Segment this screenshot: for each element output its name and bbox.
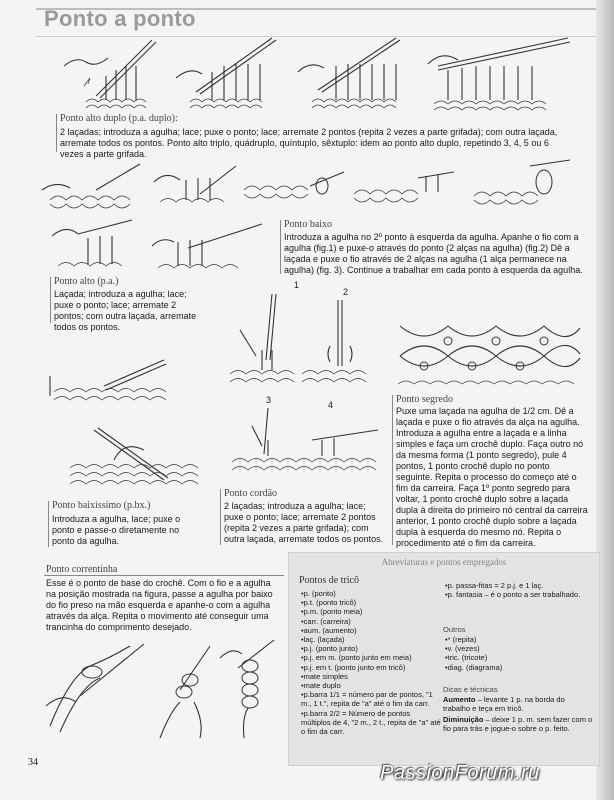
segredo-net-illustration xyxy=(394,316,584,392)
page-title: Ponto a ponto xyxy=(44,6,196,31)
list-item: • carr. (carreira) xyxy=(301,617,441,626)
list-item: • p. fantasia – é o ponto a ser trabalhado. xyxy=(445,590,585,599)
correntinha-text: Esse é o ponto de base do crochê. Com o fio e a agulha na posição mostrada na figura, passe a agulha por baixo do fio preso na mão esquerda e apanhe-o com a agulha através da alça. Repita o movimento até conseguir uma trancinha do comprimento desejado. xyxy=(46,578,273,632)
abbreviations-heading: Abreviaturas e pontos empregados xyxy=(381,557,507,567)
correntinha-illustration-1 xyxy=(40,636,150,740)
trico-list xyxy=(301,589,441,736)
baixissimo-text: Introduza a agulha, lace; puxe o ponto e passe-o diretamente no ponto da agulha. xyxy=(52,514,181,546)
alto-text: Laçada; introduza a agulha; lace; puxe o ponto; lace; arremate 2 pontos; com outra laçada, arremate todos os pontos. xyxy=(54,289,197,332)
baixo-chain-illustration-5 xyxy=(470,156,580,214)
abbreviations-panel xyxy=(288,552,600,766)
fig-number-1: 1 xyxy=(294,280,300,290)
correntinha-illustration-2 xyxy=(150,642,216,742)
baixissimo-heading: Ponto baixíssimo (p.bx.) xyxy=(52,500,151,511)
list-item: • mate duplo xyxy=(301,681,441,690)
baixo-fig-3 xyxy=(228,404,298,480)
alto-duplo-heading: Ponto alto duplo (p.a. duplo): xyxy=(60,113,178,124)
list-item: • aum. (aumento) xyxy=(301,626,441,635)
list-item: • p.j. (ponto junto) xyxy=(301,644,441,653)
list-item: • * (repita) xyxy=(445,635,585,644)
correntinha-underline xyxy=(44,575,284,576)
alto-duplo-illustration-4 xyxy=(418,36,578,116)
outros-heading: Outros xyxy=(443,625,466,634)
baixo-rule xyxy=(280,220,281,274)
baixo-fig-2 xyxy=(298,296,368,390)
list-item: • p.j. em t. (ponto junto em tricô) xyxy=(301,663,441,672)
list-item: • mate simples xyxy=(301,672,441,681)
fig-number-2: 2 xyxy=(343,287,349,297)
cordao-text: 2 laçadas; introduza a agulha; lace; puxe o ponto; lace; arremate 2 pontos (repita 2 vezes a parte grifada); com outra laçada, arremate todos os pontos. xyxy=(224,501,384,544)
outros-list xyxy=(445,635,585,672)
fig-number-4: 4 xyxy=(328,400,334,410)
list-item: • laç. (laçada) xyxy=(301,635,441,644)
list-item: • p.j. em m. (ponto junto em meia) xyxy=(301,653,441,662)
baixo-chain-illustration-2 xyxy=(150,160,240,210)
baixissimo-rule xyxy=(48,501,49,547)
dicas-heading: Dicas e técnicas xyxy=(443,685,498,694)
correntinha-heading: Ponto correntinha xyxy=(46,564,118,575)
alto-illustration-2 xyxy=(148,218,268,276)
cordao-heading: Ponto cordão xyxy=(224,488,278,499)
list-item: • tric. (tricote) xyxy=(445,653,585,662)
alto-rule xyxy=(50,277,51,323)
page-number: 34 xyxy=(28,757,38,768)
baixo-chain-illustration-4 xyxy=(348,164,458,208)
segredo-rule xyxy=(392,395,393,545)
fig-number-3: 3 xyxy=(266,395,272,405)
list-item: • p. (ponto) xyxy=(301,589,441,598)
alto-duplo-illustration-2 xyxy=(166,36,278,114)
alto-heading: Ponto alto (p.a.) xyxy=(54,276,119,287)
fitas-list xyxy=(445,581,585,599)
diminuicao-text: – deixe 1 p. m. sem fazer com o fio para trás e jogue-o sobre o p. feito. xyxy=(443,715,593,734)
alto-duplo-rule xyxy=(56,114,57,152)
list-item: • diag. (diagrama) xyxy=(445,663,585,672)
list-item: • p.barra 1/1 = número par de pontos, "1 m., 1 t.", repita de "a" até o fim da carr. xyxy=(301,690,441,708)
aumento-text: – levante 1 p. na borda do trabalho e teça em tricô. xyxy=(443,695,565,714)
baixissimo-illustration-1 xyxy=(44,356,194,416)
list-item: • p.m. (ponto meia) xyxy=(301,607,441,616)
aumento-label: Aumento xyxy=(443,695,476,704)
segredo-heading: Ponto segredo xyxy=(396,394,453,405)
watermark: PassionForum.ru xyxy=(380,762,540,784)
aumento-tip xyxy=(443,695,593,713)
alto-duplo-text: 2 laçadas; introduza a agulha; lace; puxe o ponto; lace; arremate 2 pontos (repita 2 vezes a parte grifada); com outra laçada, arremate todos os pontos. Ponto alto triplo, quádruplo, quíntuplo, sêxtuplo: idem ao ponto alto duplo, repetindo 3, 4, 5 ou 6 vezes a parte grifada. xyxy=(60,127,558,159)
baixo-fig-1 xyxy=(226,290,296,390)
alto-duplo-illustration-3 xyxy=(292,36,414,114)
list-item: • p. passa-fitas = 2 p.j. e 1 laç. xyxy=(445,581,585,590)
alto-illustration-1 xyxy=(48,216,138,274)
cordao-rule xyxy=(220,489,221,545)
list-item: • p.t. (ponto tricô) xyxy=(301,598,441,607)
baixo-heading: Ponto baixo xyxy=(284,219,333,230)
list-item: • p.barra 2/2 = Número de pontos múltiplos de 4, "2 m., 2 t., repita de "a" até o fim da carr. xyxy=(301,709,441,737)
diminuicao-tip xyxy=(443,715,593,733)
baixo-text: Introduza a agulha no 2º ponto à esquerda da agulha. Apanhe o fio com a agulha (fig.1) e puxe-o através do ponto (2 alças na agulha) (fig.2) Dê a laçada e puxe o fio através de 2 alças na agulha (1 alça permanece na agulha) (fig. 3). Continue a trabalhar em cada ponto à esquerda da agulha. xyxy=(284,232,583,275)
segredo-text: Puxe uma laçada na agulha de 1/2 cm. Dê a laçada e puxe o fio através da alça na agulha. Introduza a agulha entre a laçada e a linha simples e faça um crochê duplo. Faça outro nó da mesma forma (1 ponto segredo), pule 4 pontos, 1 ponto crochê duplo no ponto seguinte. Repita o processo do começo até o fim da carreira. Faça 1º ponto segredo para voltar, 1 ponto crochê duplo sobre a laçada dupla à direita do primeiro nó central da carreira anterior, 1 ponto crochê duplo sobre a laçada dupla à esquerda do mesmo nó. Repita o procedimento até o fim da carreira. xyxy=(396,406,588,548)
baixissimo-illustration-2 xyxy=(64,420,214,498)
correntinha-illustration-3 xyxy=(214,638,294,744)
baixo-chain-illustration-3 xyxy=(240,164,348,204)
baixo-chain-illustration-1 xyxy=(36,160,146,210)
alto-duplo-illustration-1 xyxy=(56,36,166,114)
baixo-fig-4 xyxy=(292,410,382,480)
trico-heading: Pontos de tricô xyxy=(299,575,359,586)
diminuicao-label: Diminuição xyxy=(443,715,484,724)
list-item: • v. (vezes) xyxy=(445,644,585,653)
